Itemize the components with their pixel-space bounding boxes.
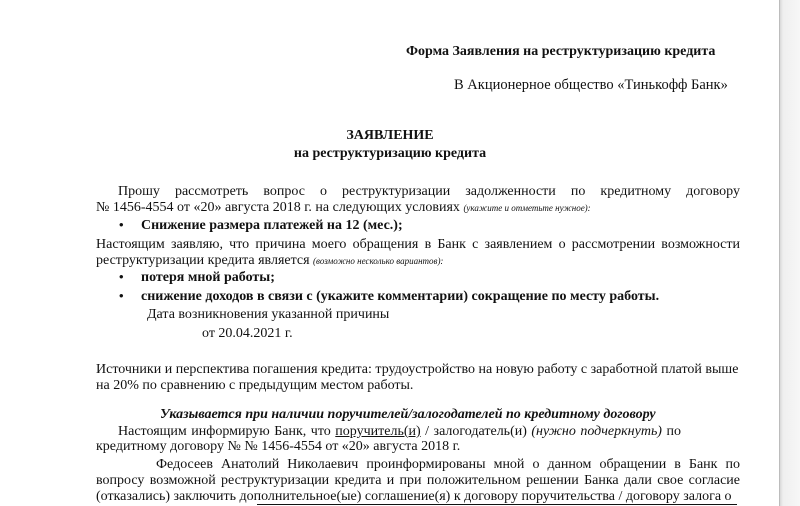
- guarantor-line-2: вопросу возможной реструктуризации кредита и при положительном решении Банка дали свое согласие: [96, 473, 740, 488]
- guarantor-line-3: (отказались) заключить дополнительное(ые) соглашение(я) к договору поручительства / договору залога о: [96, 489, 732, 504]
- reason-item: потеря мной работы;: [141, 270, 275, 285]
- bullet-icon: •: [119, 269, 124, 284]
- sources-line-1: Источники и перспектива погашения кредита: трудоустройство на новую работу с заработной платой выше: [96, 362, 739, 377]
- reason-date-label: Дата возникновения указанной причины: [147, 307, 390, 322]
- addressee: В Акционерное общество «Тинькофф Банк»: [454, 77, 728, 93]
- guarantor-line-1: Федосеев Анатолий Николаевич проинформированы мной о данном обращении в Банк по: [156, 457, 740, 472]
- reason-line-1: Настоящим заявляю, что причина моего обращения в Банк с заявлением о рассмотрении возможности: [96, 237, 740, 252]
- reason-line-2-note: (возможно несколько вариантов):: [313, 256, 444, 266]
- request-line-2: [96, 199, 591, 217]
- form-title: Форма Заявления на реструктуризацию кредита: [406, 44, 716, 59]
- inform-note: (нужно подчеркнуть): [531, 424, 662, 439]
- reason-line-2-text: реструктуризации кредита является: [96, 253, 310, 268]
- inform-underlined-guarantor: поручитель(и): [335, 424, 421, 439]
- document-subtitle: на реструктуризацию кредита: [293, 146, 487, 161]
- bullet-icon: •: [119, 217, 124, 232]
- guarantor-heading: Указывается при наличии поручителей/залогодателей по кредитному договору: [160, 407, 656, 422]
- inform-line-2: кредитному договору № № 1456-4554 от «20» августа 2018 г.: [96, 439, 461, 454]
- document-title: ЗАЯВЛЕНИЕ: [346, 128, 434, 143]
- bullet-icon: •: [119, 288, 124, 303]
- reason-date: от 20.04.2021 г.: [202, 326, 293, 341]
- request-line-2-note: (укажите и отметьте нужное):: [463, 203, 591, 213]
- reason-line-2: [96, 252, 443, 270]
- sources-line-2: на 20% по сравнению с предыдущим местом работы.: [96, 378, 414, 393]
- inform-text-c: / залогодатель(и): [425, 424, 527, 439]
- request-line-2-text: № 1456-4554 от «20» августа 2018 г. на следующих условиях: [96, 200, 460, 215]
- underline-mark: [257, 504, 737, 505]
- reason-item: снижение доходов в связи с (укажите комментарии) сокращение по месту работы.: [141, 289, 660, 304]
- request-line-1: Прошу рассмотреть вопрос о реструктуризации задолженности по кредитному договору: [118, 184, 740, 199]
- condition-1: Снижение размера платежей на 12 (мес.);: [141, 218, 403, 233]
- inform-text-e: по: [666, 424, 681, 439]
- inform-text-a: Настоящим информирую Банк, что: [118, 424, 331, 439]
- page-edge: [779, 0, 800, 506]
